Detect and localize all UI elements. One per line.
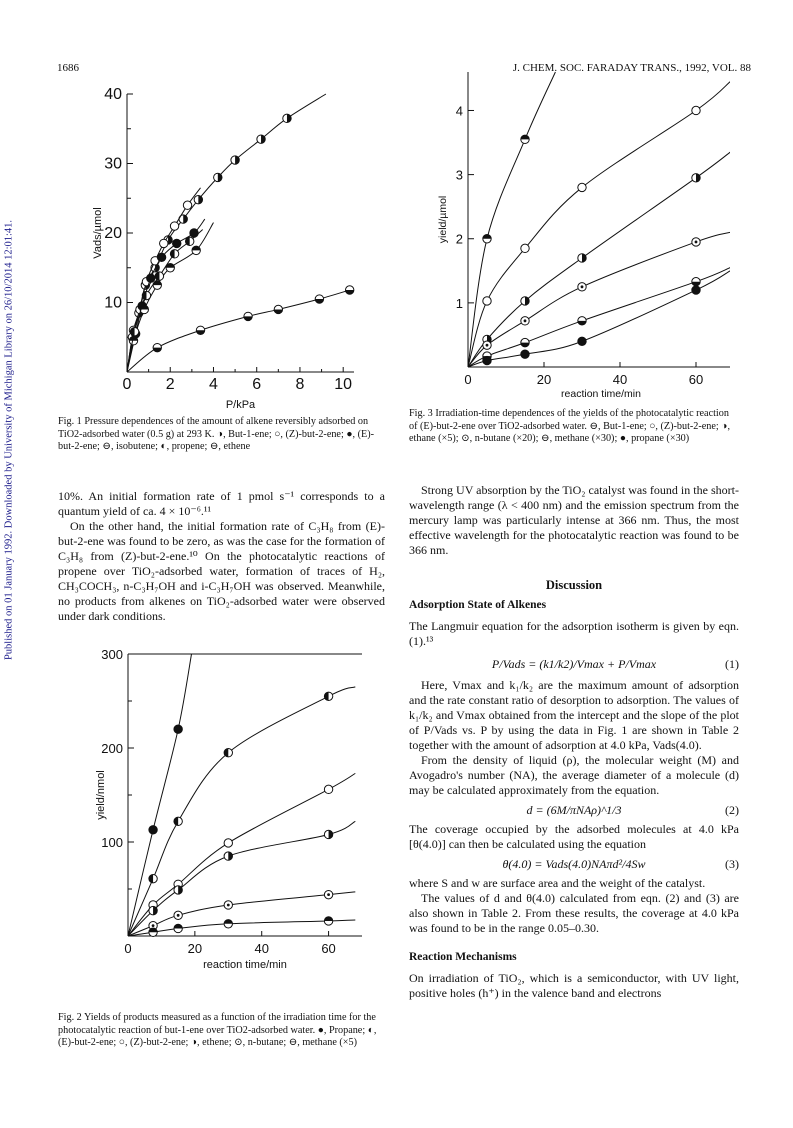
x-tick-label: 40 [612, 372, 628, 387]
data-point [692, 106, 700, 114]
data-point [283, 114, 291, 122]
fig1-caption: Fig. 1 Pressure dependences of the amount of alkene reversibly adsorbed on TiO2-adsorbed water (0.5 g) at 293 K. ◑, But-1-ene; ○, (Z)-but-2-ene; ●, (E)-but-2-ene; ⊖, isobutene; ◐, propene; ⊖, ethene [58, 416, 374, 453]
data-point [324, 890, 332, 898]
x-tick-label: 0 [464, 372, 472, 387]
data-point [194, 195, 202, 203]
right-paragraph-6: where S and w are surface area and the weight of the catalyst. [409, 876, 706, 890]
equation-2 [409, 803, 739, 818]
y-tick-label: 1 [455, 295, 463, 311]
y-tick-label: 2 [455, 231, 463, 247]
data-point [692, 278, 700, 286]
discussion-heading: Discussion [545, 578, 603, 592]
series-line [127, 230, 203, 372]
data-point [190, 229, 198, 237]
right-paragraph-5: The coverage occupied by the adsorbed molecules at 4.0 kPa [θ(4.0)] can then be calculated using the equation [409, 822, 739, 851]
data-point [224, 852, 232, 860]
right-paragraph-2: The Langmuir equation for the adsorption isotherm is given by eqn. (1).¹³ [409, 619, 739, 648]
equation-1-number: (1) [725, 657, 739, 671]
data-point [174, 725, 182, 733]
equation-3 [409, 857, 739, 872]
series-line [128, 654, 192, 936]
data-point [196, 326, 204, 334]
x-tick-label: 40 [254, 941, 269, 956]
data-point [157, 253, 165, 261]
right-paragraph-8: On irradiation of TiO₂, which is a semiconductor, with UV light, positive holes (h⁺) in the valence band and electrons [409, 971, 739, 1000]
x-tick-label: 6 [252, 376, 262, 393]
equation-1 [409, 657, 739, 672]
y-axis-label: Vads/µmol [92, 207, 104, 259]
y-axis-label: yield/µmol [437, 195, 449, 244]
x-tick-label: 0 [124, 941, 132, 956]
equation-3-number: (3) [725, 857, 739, 871]
mechanisms-heading: Reaction Mechanisms [409, 951, 517, 963]
series-line [127, 223, 213, 372]
data-point [174, 924, 182, 932]
data-point [142, 291, 150, 299]
data-point [521, 317, 529, 325]
x-axis-label: reaction time/min [561, 388, 641, 400]
data-point [224, 749, 232, 757]
data-point [244, 312, 252, 320]
series-line [128, 821, 355, 936]
data-point [149, 928, 157, 936]
left-paragraph-2: On the other hand, the initial formation rate of C₃H₈ from (E)-but-2-ene was found to be zero, as was the case for the formation of C₃H₈ from (Z)-but-2-ene.¹⁰ On the photocatalytic reactions of propene over TiO₂-adsorbed water, formation of traces of H₂, CH₃COCH₃, n-C₃H₇OH and i-C₃H₇OH was observed. Meanwhile, no products from alkenes on TiO₂-adsorbed water were observed under dark conditions. [58, 519, 385, 623]
y-tick-label: 40 [104, 86, 122, 103]
fig2-caption: Fig. 2 Yields of products measured as a function of the irradiation time for the photocatalytic reaction of but-1-ene over TiO2-adsorbed water. ●, Propane; ◐, (E)-but-2-ene; ○, (Z)-but-2-ene; ◑, ethene; ⊙, n-butane; ⊖, methane (×5) [58, 1012, 377, 1049]
data-point [174, 886, 182, 894]
data-point [257, 135, 265, 143]
download-notice-text: Published on 01 January 1992. Downloaded by University of Michigan Library on 26/10/2014 12:01:41. [3, 219, 15, 661]
data-point [483, 341, 491, 349]
y-tick-label: 100 [101, 835, 123, 850]
data-point [174, 911, 182, 919]
data-point [224, 839, 232, 847]
x-tick-label: 20 [187, 941, 203, 956]
data-point [578, 337, 586, 345]
left-paragraph-1: 10%. An initial formation rate of 1 pmol s⁻¹ corresponds to a quantum yield of ca. 4 × 10⁻⁶.¹¹ [58, 489, 385, 518]
y-tick-label: 20 [104, 225, 122, 242]
series-line [128, 687, 355, 936]
y-tick-label: 200 [101, 741, 123, 756]
series-line [127, 94, 326, 372]
data-point [224, 901, 232, 909]
data-point [578, 317, 586, 325]
data-point [315, 295, 323, 303]
equation-2-text: d = (6M/πNAρ)^1/3 [526, 803, 622, 817]
right-paragraph-4: From the density of liquid (ρ), the molecular weight (M) and Avogadro's number (NA), the average diameter of a molecule (d) may be calculated approximately from the equation. [409, 753, 739, 797]
data-point [521, 350, 529, 358]
fig3-chart [430, 60, 730, 410]
data-point [692, 238, 700, 246]
data-point [130, 327, 138, 335]
data-point [192, 246, 200, 254]
y-axis-label: yield/nmol [95, 770, 107, 820]
fig1-chart [80, 84, 380, 414]
right-text [409, 483, 739, 1001]
x-axis-label: P/kPa [225, 399, 256, 411]
data-point [692, 174, 700, 182]
data-point [185, 237, 193, 245]
equation-3-text: θ(4.0) = Vads(4.0)NAπd²/4Sw [502, 857, 646, 871]
data-point [224, 920, 232, 928]
y-tick-label: 4 [455, 103, 463, 119]
y-tick-label: 300 [101, 647, 123, 662]
page-number: 1686 [57, 62, 79, 74]
x-tick-label: 8 [295, 376, 305, 393]
equation-1-text: P/Vads = (k1/k2)/Vmax + P/Vmax [491, 657, 657, 671]
data-point [160, 239, 168, 247]
data-point [345, 286, 353, 294]
data-point [578, 254, 586, 262]
x-tick-label: 4 [209, 376, 218, 393]
left-text [58, 489, 385, 624]
y-tick-label: 3 [455, 167, 463, 183]
data-point [324, 917, 332, 925]
data-point [521, 338, 529, 346]
y-tick-label: 30 [104, 155, 122, 173]
right-paragraph-1: Strong UV absorption by the TiO₂ catalyst was found in the short-wavelength range (λ < 400 nm) and the emission spectrum from the mercury lamp was particularly intense at 366 nm. Thus, the most effective wavelength for the photocatalytic reaction was found to be 366 nm. [409, 483, 739, 557]
x-tick-label: 10 [334, 376, 353, 393]
data-point [483, 356, 491, 364]
fig2-chart [70, 646, 370, 976]
data-point [324, 830, 332, 838]
data-point [274, 305, 282, 313]
data-point [174, 817, 182, 825]
data-point [521, 135, 529, 143]
right-paragraph-7: The values of d and θ(4.0) calculated from eqn. (2) and (3) are also shown in Table 2. From these results, the coverage at 4.0 kPa was found to be in the range 0.05–0.30. [409, 891, 739, 935]
data-point [170, 250, 178, 258]
x-tick-label: 20 [536, 372, 552, 387]
data-point [483, 297, 491, 305]
x-tick-label: 60 [688, 372, 704, 387]
equation-2-number: (2) [725, 803, 739, 817]
data-point [324, 692, 332, 700]
series-line [468, 72, 555, 367]
data-point [170, 222, 178, 230]
data-point [214, 173, 222, 181]
series-line [128, 920, 355, 936]
x-tick-label: 60 [321, 941, 336, 956]
journal-header: J. CHEM. SOC. FARADAY TRANS., 1992, VOL. 88 [512, 62, 751, 74]
data-point [155, 272, 163, 280]
x-axis-label: reaction time/min [203, 959, 287, 971]
series-line [468, 271, 730, 367]
data-point [692, 286, 700, 294]
data-point [149, 874, 157, 882]
data-point [173, 239, 181, 247]
data-point [324, 785, 332, 793]
series-line [468, 82, 730, 367]
data-point [578, 283, 586, 291]
data-point [147, 274, 155, 282]
data-point [521, 244, 529, 252]
adsorption-heading: Adsorption State of Alkenes [409, 599, 547, 611]
data-point [149, 906, 157, 914]
data-point [231, 156, 239, 164]
right-paragraph-3: Here, Vmax and k₁/k₂ are the maximum amount of adsorption and the rate constant ratio of desorption to adsorption. The values of k₁/k₂ and Vmax obtained from the intercept and the slope of the plot of P/Vads vs. P by using the data in Fig. 1 are shown in Table 2 together with the amount of adsorption at 4.0 kPa, Vads(4.0). [409, 678, 739, 752]
data-point [183, 201, 191, 209]
series-line [128, 892, 355, 936]
x-tick-label: 0 [122, 376, 132, 393]
data-point [521, 297, 529, 305]
series-line [468, 232, 730, 367]
fig3-caption: Fig. 3 Irradiation-time dependences of the yields of the photocatalytic reaction of (E)-but-2-ene over TiO2-adsorbed water. ⊖, But-1-ene; ○, (Z)-but-2-ene; ◑, ethane (×5); ⊙, n-butane (×20); ⊖, methane (×30); ●, propane (×30) [409, 408, 730, 445]
data-point [149, 826, 157, 834]
y-tick-label: 10 [104, 294, 122, 312]
data-point [578, 183, 586, 191]
data-point [483, 235, 491, 243]
x-tick-label: 2 [165, 376, 175, 393]
download-notice [2, 220, 16, 660]
data-point [153, 343, 161, 351]
